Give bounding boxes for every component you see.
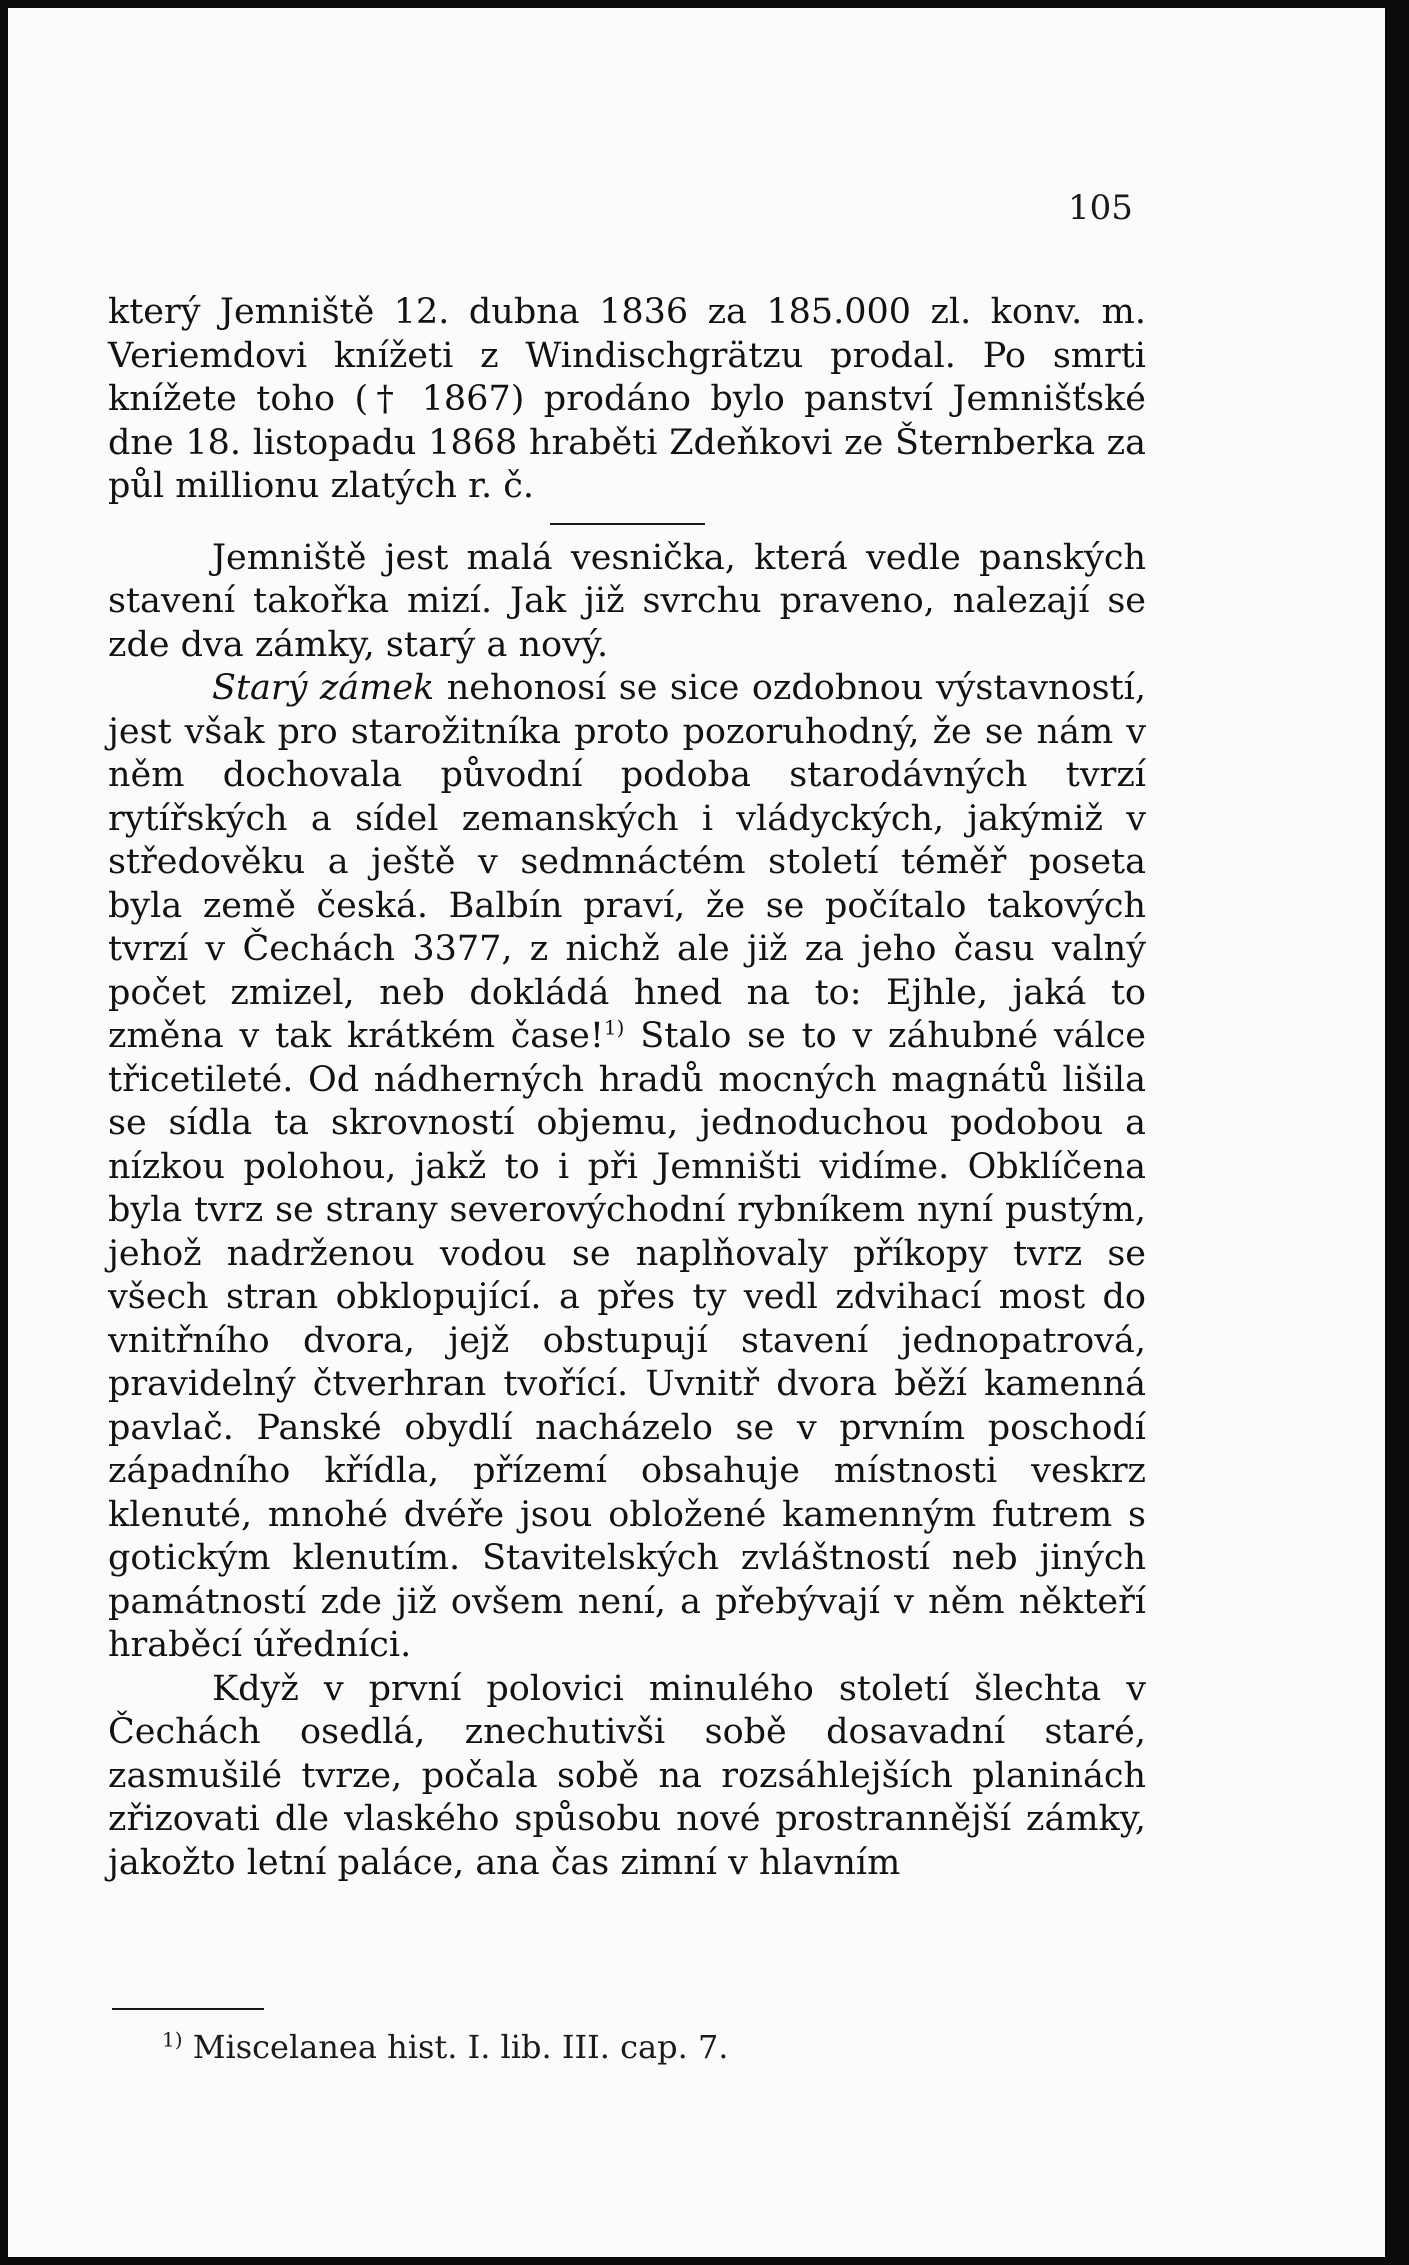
body-text [108,291,1146,1885]
section-divider [550,523,705,525]
paragraph-village: Jemniště jest malá vesnička, která vedle panských stavení takořka mizí. Jak již svrchu praveno, nalezají se zde dva zámky, starý a nový. [108,537,1146,665]
footnote-rule [112,2008,264,2010]
paragraph-text-part: Stalo se to v záhubné válce třicetileté. Od nádherných hradů mocných magnátů lišila se sídla ta skrovností objemu, jednoduchou podobou a nízkou polohou, jakž to i při Jemništi vidíme. Obklíčena byla tvrz se strany severovýchodní rybníkem nyní pustým, jehož nadrženou vodou se naplňovaly příkopy tvrz se všech stran obklopující. a přes ty vedl zdvihací most do vnitřního dvora, jejž obstupují stavení jednopatrová, pravidelný čtverhran tvořící. Uvnitř dvora běží kamenná pavlač. Panské obydlí nacházelo se v prvním poschodí západního křídla, přízemí obsahuje místnosti veskrz klenuté, mnohé dvéře jsou obložené kamenným futrem s gotickým klenutím. Stavitelských zvláštností neb jiných památností zde již ovšem není, a přebývají v něm někteří hraběcí úředníci. [108,1016,1146,1665]
footnote-marker: 1) [162,2027,183,2052]
paragraph-old-castle [108,667,1146,1668]
italic-heading-stary-zamek: Starý zámek [212,668,435,708]
book-page [8,8,1385,2257]
footnote-text: Miscelanea hist. I. lib. III. cap. 7. [182,2028,729,2066]
paragraph-nobility: Když v první polovici minulého století šlechta v Čechách osedlá, znechutivši sobě dosavadní staré, zasmušilé tvrze, počala sobě na rozsáhlejších planinách zřizovati dle vlaského spůsobu nové prostrannější zámky, jakožto letní paláce, ana čas zimní v hlavním [108,1668,1146,1883]
footnote-reference: 1) [603,1015,625,1040]
paragraph-ownership: který Jemniště 12. dubna 1836 za 185.000 zl. konv. m. Veriemdovi knížeti z Windischgrätzu prodal. Po smrti knížete toho († 1867) prodáno bylo panství Jemnišťské dne 18. listopadu 1868 hraběti Zdeňkovi ze Šternberka za půl millionu zlatých r. č. [108,292,1146,506]
paragraph-text-part: nehonosí se sice ozdobnou výstavností, jest však pro starožitníka proto pozoruhodný, že se nám v něm dochovala původní podoba starodávných tvrzí rytířských a sídel zemanských i vládyckých, jakýmiž v středověku a ještě v sedmnáctém století téměř poseta byla země česká. Balbín praví, že se počítalo takových tvrzí v Čechách 3377, z nichž ale již za jeho času valný počet zmizel, neb dokládá hned na to: Ejhle, jaká to změna v tak krátkém čase! [108,668,1146,1056]
footnote [162,2028,728,2066]
page-number: 105 [1068,188,1133,228]
